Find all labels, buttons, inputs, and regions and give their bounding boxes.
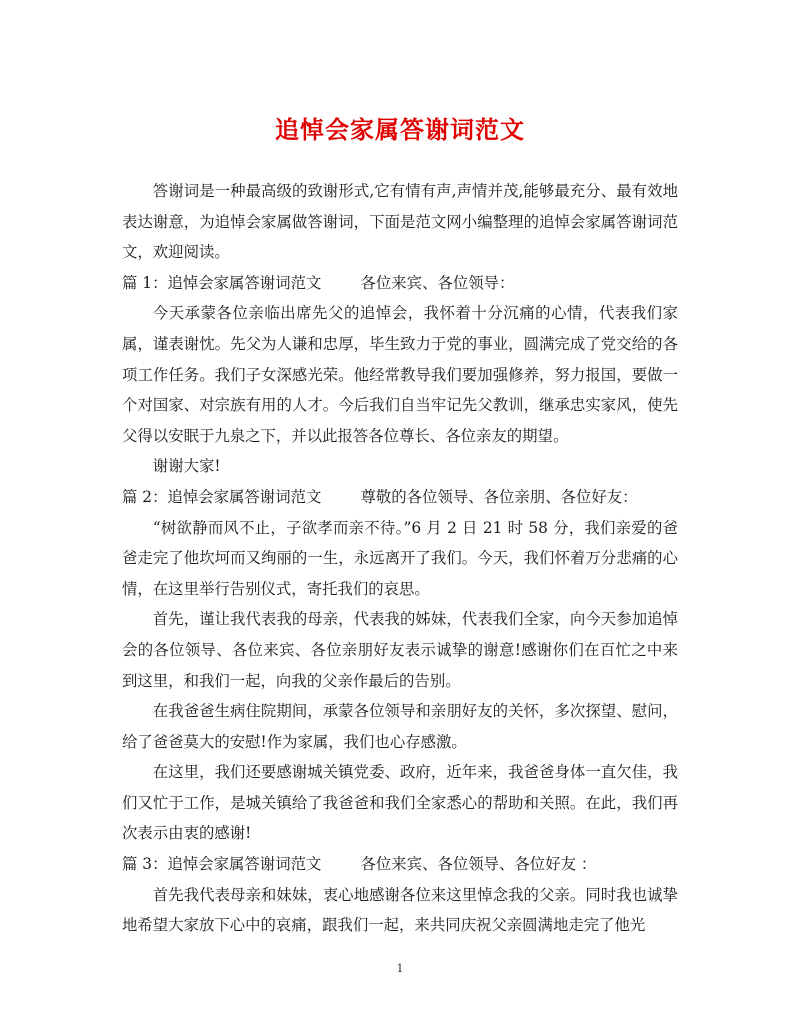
section-3-paragraph-1: 首先我代表母亲和妹妹，衷心地感谢各位来这里悼念我的父亲。同时我也诚挚地希望大家放下心中的哀痛，跟我们一起，来共同庆祝父亲圆满地走完了他光: [122, 885, 678, 935]
section-2-paragraph-2: 首先，谨让我代表我的母亲，代表我的姊妹，代表我们全家，向今天参加追悼会的各位领导、各位来宾、各位亲朋好友表示诚挚的谢意!感谢你们在百忙之中来到这里，和我们一起，向我的父亲作最后的告别。: [122, 610, 678, 690]
section-1-heading: 篇 1：追悼会家属答谢词范文 各位来宾、各位领导：: [122, 273, 515, 292]
section-2-paragraph-3: 在我爸爸生病住院期间，承蒙各位领导和亲朋好友的关怀，多次探望、慰问，给了爸爸莫大的安慰!作为家属，我们也心存感激。: [122, 702, 678, 751]
section-2-paragraph-1: “树欲静而风不止，子欲孝而亲不待。”6 月 2 日 21 时 58 分，我们亲爱的爸爸走完了他坎坷而又绚丽的一生，永远离开了我们。今天，我们怀着万分悲痛的心情，在这里举行告别仪式，寄托我们的哀思。: [122, 518, 678, 598]
section-1-paragraph-1: 今天承蒙各位亲临出席先父的追悼会，我怀着十分沉痛的心情，代表我们家属，谨表谢忱。先父为人谦和忠厚，毕生致力于党的事业，圆满完成了党交给的各项工作任务。我们子女深感光荣。他经常教导我们要加强修养，努力报国，要做一个对国家、对宗族有用的人才。今后我们自当牢记先父教训，继承忠实家风，使先父得以安眠于九泉之下，并以此报答各位尊长、各位亲友的期望。: [122, 304, 678, 445]
section-2-heading: 篇 2：追悼会家属答谢词范文 尊敬的各位领导、各位亲朋、各位好友：: [122, 487, 638, 506]
section-2-paragraph-4: 在这里，我们还要感谢城关镇党委、政府，近年来，我爸爸身体一直欠佳，我们又忙于工作，是城关镇给了我爸爸和我们全家悉心的帮助和关照。在此，我们再次表示由衷的感谢!: [122, 763, 678, 843]
page-number: 1: [396, 962, 404, 975]
section-3-heading: 篇 3：追悼会家属答谢词范文 各位来宾、各位领导、各位好友 ：: [122, 855, 597, 874]
section-1-paragraph-2: 谢谢大家!: [152, 457, 221, 476]
document-body: [122, 176, 678, 941]
intro-paragraph: 答谢词是一种最高级的致谢形式,它有情有声,声情并茂,能够最充分、最有效地表达谢意，为追悼会家属做答谢词，下面是范文网小编整理的追悼会家属答谢词范文，欢迎阅读。: [122, 182, 678, 262]
document-title: 追悼会家属答谢词范文: [275, 115, 525, 144]
